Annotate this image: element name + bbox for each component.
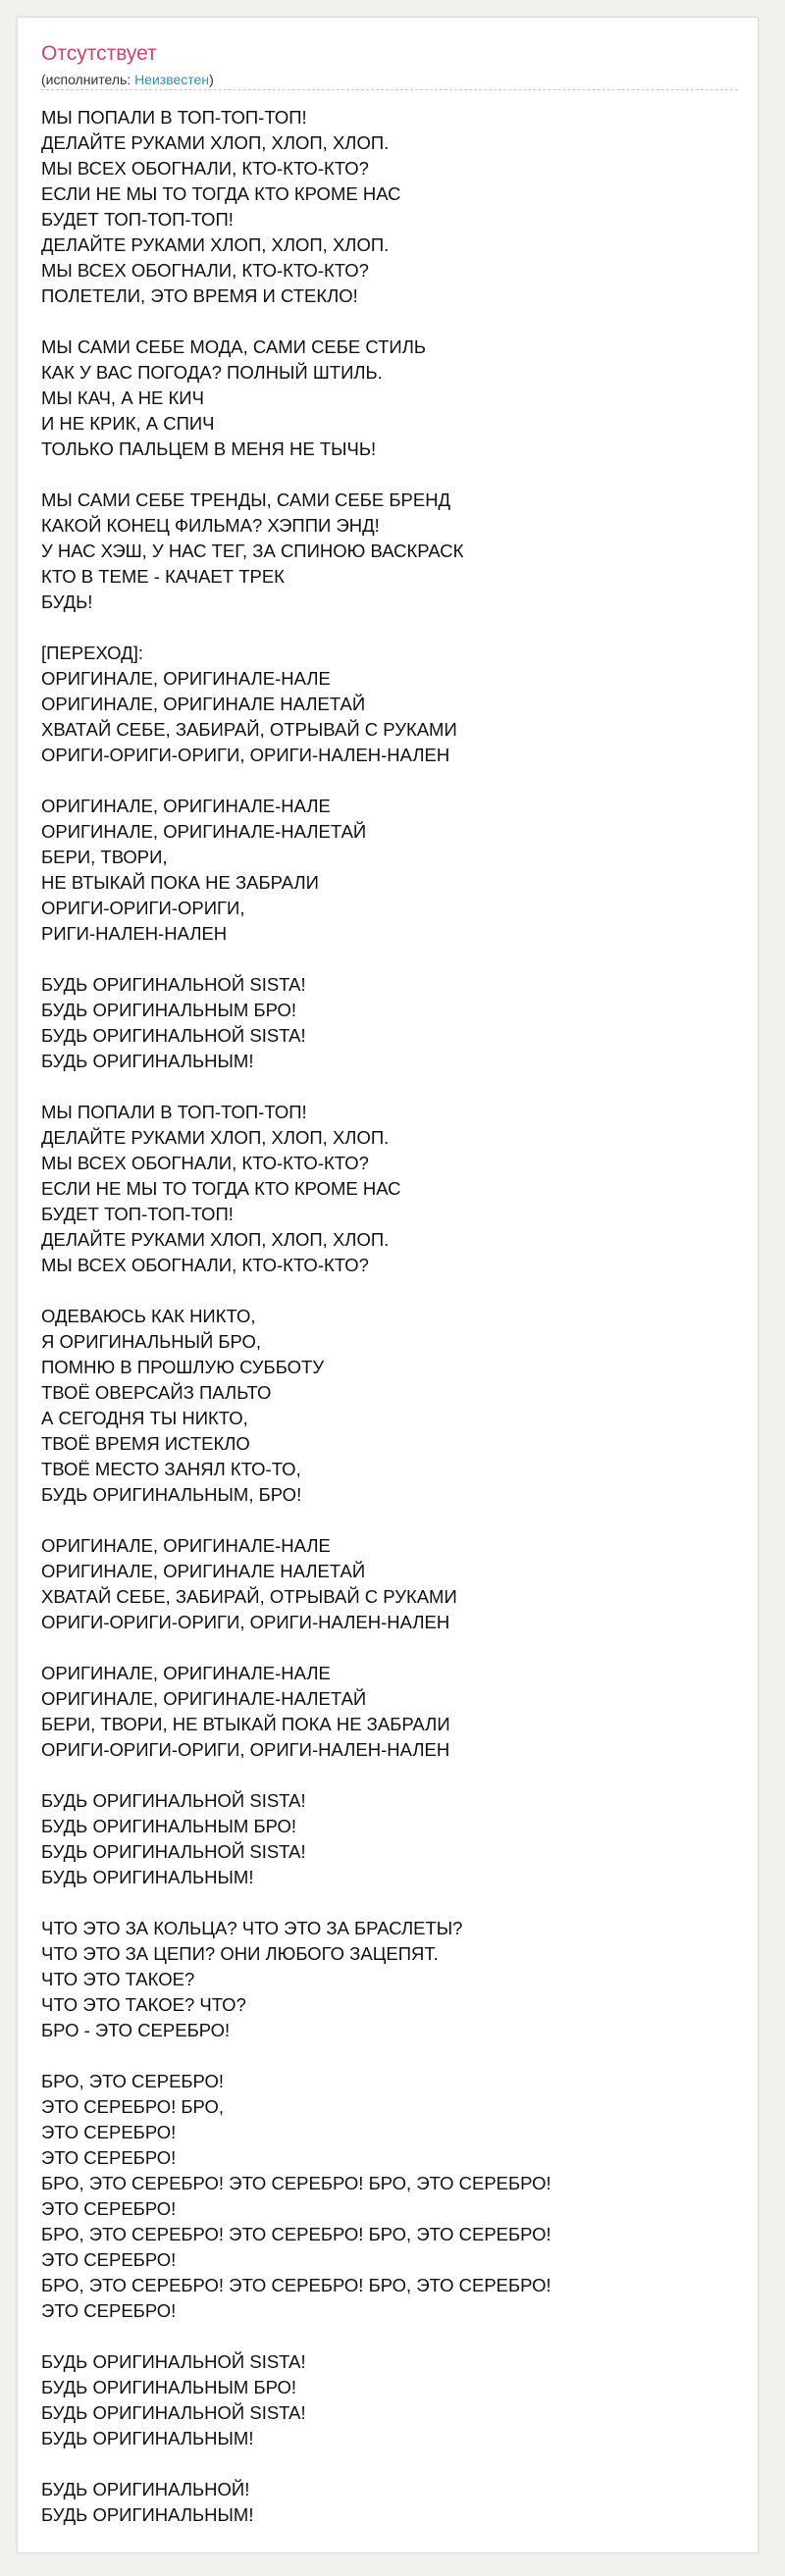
lyrics-line: НЕ ВТЫКАЙ ПОКА НЕ ЗАБРАЛИ: [41, 872, 319, 893]
lyrics-line: БУДЬ ОРИГИНАЛЬНОЙ SISTA!: [41, 2351, 306, 2372]
lyrics-line: Я ОРИГИНАЛЬНЫЙ БРО,: [41, 1331, 262, 1352]
lyrics-line: ЕСЛИ НЕ МЫ ТО ТОГДА КТО КРОМЕ НАС: [41, 183, 401, 204]
lyrics-stanza: [41, 335, 738, 462]
lyrics-card: [17, 17, 759, 2553]
lyrics-line: ЧТО ЭТО ЗА ЦЕПИ? ОНИ ЛЮБОГО ЗАЦЕПЯТ.: [41, 1943, 439, 1964]
lyrics-line: ОРИГИ-ОРИГИ-ОРИГИ, ОРИГИ-НАЛЕН-НАЛЕН: [41, 1612, 450, 1632]
lyrics-stanza: [41, 972, 738, 1074]
lyrics-line: МЫ ВСЕХ ОБОГНАЛИ, КТО-КТО-КТО?: [41, 260, 369, 281]
lyrics-line: ЭТО СЕРЕБРО! БРО,: [41, 2096, 225, 2117]
lyrics-line: ОРИГИНАЛЕ, ОРИГИНАЛЕ-НАЛЕ: [41, 668, 331, 689]
lyrics-line: БУДЬ ОРИГИНАЛЬНОЙ SISTA!: [41, 2402, 306, 2423]
lyrics-line: ЕСЛИ НЕ МЫ ТО ТОГДА КТО КРОМЕ НАС: [41, 1178, 401, 1199]
lyrics-line: ОРИГИНАЛЕ, ОРИГИНАЛЕ-НАЛЕ: [41, 1663, 331, 1683]
lyrics-line: БУДЕТ ТОП-ТОП-ТОП!: [41, 209, 234, 230]
lyrics-stanza: [41, 488, 738, 615]
lyrics-line: БУДЬ ОРИГИНАЛЬНЫМ!: [41, 2504, 254, 2525]
lyrics-stanza: [41, 1533, 738, 1635]
lyrics-stanza: [41, 1304, 738, 1508]
lyrics-stanza: [41, 105, 738, 309]
lyrics-line: ОРИГИ-ОРИГИ-ОРИГИ,: [41, 898, 245, 918]
lyrics-text: [41, 105, 738, 2553]
lyrics-line: БРО, ЭТО СЕРЕБРО! ЭТО СЕРЕБРО! БРО, ЭТО СЕРЕБРО!: [41, 2173, 551, 2193]
lyrics-line: ЭТО СЕРЕБРО!: [41, 2198, 177, 2219]
lyrics-stanza: [41, 2069, 738, 2324]
lyrics-line: ТВОЁ ВРЕМЯ ИСТЕКЛО: [41, 1433, 250, 1454]
lyrics-line: ХВАТАЙ СЕБЕ, ЗАБИРАЙ, ОТРЫВАЙ С РУКАМИ: [41, 719, 457, 740]
song-title: Отсутствует: [41, 42, 157, 65]
artist-line: [41, 72, 214, 87]
lyrics-line: БУДЬ ОРИГИНАЛЬНОЙ SISTA!: [41, 1841, 306, 1862]
lyrics-line: ДЕЛАЙТЕ РУКАМИ ХЛОП, ХЛОП, ХЛОП.: [41, 234, 390, 255]
lyrics-line: БУДЕТ ТОП-ТОП-ТОП!: [41, 1204, 234, 1224]
lyrics-line: БУДЬ ОРИГИНАЛЬНЫМ!: [41, 1051, 254, 1071]
lyrics-line: БУДЬ ОРИГИНАЛЬНОЙ SISTA!: [41, 1025, 306, 1046]
lyrics-line: ПОМНЮ В ПРОШЛУЮ СУББОТУ: [41, 1357, 325, 1377]
lyrics-line: БУДЬ ОРИГИНАЛЬНОЙ SISTA!: [41, 1790, 306, 1811]
artist-suffix: ): [209, 72, 214, 87]
lyrics-line: ЭТО СЕРЕБРО!: [41, 2147, 177, 2168]
lyrics-line: ЭТО СЕРЕБРО!: [41, 2122, 177, 2142]
lyrics-line: БУДЬ ОРИГИНАЛЬНЫМ БРО!: [41, 1816, 297, 1836]
lyrics-line: КАКОЙ КОНЕЦ ФИЛЬМА? ХЭППИ ЭНД!: [41, 515, 380, 536]
lyrics-stanza: [41, 1788, 738, 1890]
lyrics-line: КТО В ТЕМЕ - КАЧАЕТ ТРЕК: [41, 566, 285, 587]
lyrics-line: ДЕЛАЙТЕ РУКАМИ ХЛОП, ХЛОП, ХЛОП.: [41, 1127, 390, 1148]
lyrics-line: ДЕЛАЙТЕ РУКАМИ ХЛОП, ХЛОП, ХЛОП.: [41, 132, 390, 153]
lyrics-line: И НЕ КРИК, А СПИЧ: [41, 413, 215, 434]
lyrics-line: ОРИГИНАЛЕ, ОРИГИНАЛЕ НАЛЕТАЙ: [41, 1561, 366, 1581]
lyrics-line: ЧТО ЭТО ТАКОЕ?: [41, 1969, 195, 1989]
lyrics-line: БУДЬ ОРИГИНАЛЬНЫМ БРО!: [41, 1000, 297, 1020]
lyrics-line: ОРИГИ-ОРИГИ-ОРИГИ, ОРИГИ-НАЛЕН-НАЛЕН: [41, 745, 450, 765]
lyrics-stanza: [41, 641, 738, 768]
lyrics-line: ХВАТАЙ СЕБЕ, ЗАБИРАЙ, ОТРЫВАЙ С РУКАМИ: [41, 1586, 457, 1607]
lyrics-line: ЧТО ЭТО ЗА КОЛЬЦА? ЧТО ЭТО ЗА БРАСЛЕТЫ?: [41, 1918, 463, 1938]
lyrics-stanza: [41, 1100, 738, 1278]
lyrics-line: МЫ ПОПАЛИ В ТОП-ТОП-ТОП!: [41, 107, 307, 128]
lyrics-line: ЭТО СЕРЕБРО!: [41, 2300, 177, 2321]
lyrics-line: ЧТО ЭТО ТАКОЕ? ЧТО?: [41, 1994, 246, 2015]
lyrics-line: МЫ ВСЕХ ОБОГНАЛИ, КТО-КТО-КТО?: [41, 1255, 369, 1275]
lyrics-line: ТВОЁ МЕСТО ЗАНЯЛ КТО-ТО,: [41, 1459, 301, 1479]
lyrics-line: МЫ САМИ СЕБЕ ТРЕНДЫ, САМИ СЕБЕ БРЕНД: [41, 489, 451, 510]
lyrics-line: У НАС ХЭШ, У НАС ТЕГ, ЗА СПИНОЮ ВАСКРАСК: [41, 541, 464, 561]
lyrics-line: ТВОЁ ОВЕРСАЙЗ ПАЛЬТО: [41, 1382, 272, 1403]
lyrics-line: ОРИГИ-ОРИГИ-ОРИГИ, ОРИГИ-НАЛЕН-НАЛЕН: [41, 1739, 450, 1760]
lyrics-line: МЫ ВСЕХ ОБОГНАЛИ, КТО-КТО-КТО?: [41, 1153, 369, 1173]
lyrics-line: МЫ ПОПАЛИ В ТОП-ТОП-ТОП!: [41, 1102, 307, 1122]
lyrics-line: ТОЛЬКО ПАЛЬЦЕМ В МЕНЯ НЕ ТЫЧЬ!: [41, 438, 377, 459]
lyrics-line: КАК У ВАС ПОГОДА? ПОЛНЫЙ ШТИЛЬ.: [41, 362, 383, 383]
lyrics-line: БУДЬ ОРИГИНАЛЬНЫМ!: [41, 1867, 254, 1887]
lyrics-line: МЫ САМИ СЕБЕ МОДА, САМИ СЕБЕ СТИЛЬ: [41, 336, 427, 357]
lyrics-line: ПОЛЕТЕЛИ, ЭТО ВРЕМЯ И СТЕКЛО!: [41, 285, 358, 306]
lyrics-line: ОДЕВАЮСЬ КАК НИКТО,: [41, 1306, 256, 1326]
lyrics-line: МЫ КАЧ, А НЕ КИЧ: [41, 387, 204, 408]
lyrics-line: БУДЬ ОРИГИНАЛЬНОЙ SISTA!: [41, 974, 306, 995]
lyrics-line: ОРИГИНАЛЕ, ОРИГИНАЛЕ-НАЛЕ: [41, 796, 331, 816]
lyrics-line: ОРИГИНАЛЕ, ОРИГИНАЛЕ-НАЛЕТАЙ: [41, 821, 367, 842]
lyrics-line: БЕРИ, ТВОРИ, НЕ ВТЫКАЙ ПОКА НЕ ЗАБРАЛИ: [41, 1714, 450, 1734]
lyrics-line: БУДЬ!: [41, 592, 93, 612]
lyrics-stanza: [41, 2477, 738, 2528]
lyrics-stanza: [41, 1916, 738, 2043]
lyrics-stanza: [41, 794, 738, 947]
lyrics-stanza: [41, 1661, 738, 1763]
lyrics-line: ДЕЛАЙТЕ РУКАМИ ХЛОП, ХЛОП, ХЛОП.: [41, 1229, 390, 1250]
lyrics-line: А СЕГОДНЯ ТЫ НИКТО,: [41, 1408, 248, 1428]
lyrics-line: БЕРИ, ТВОРИ,: [41, 847, 168, 867]
lyrics-line: БРО, ЭТО СЕРЕБРО! ЭТО СЕРЕБРО! БРО, ЭТО СЕРЕБРО!: [41, 2275, 551, 2295]
lyrics-line: БРО, ЭТО СЕРЕБРО!: [41, 2071, 225, 2091]
lyrics-line: ОРИГИНАЛЕ, ОРИГИНАЛЕ НАЛЕТАЙ: [41, 694, 366, 714]
lyrics-line: БУДЬ ОРИГИНАЛЬНЫМ!: [41, 2428, 254, 2448]
lyrics-line: РИГИ-НАЛЕН-НАЛЕН: [41, 923, 228, 944]
lyrics-line: [ПЕРЕХОД]:: [41, 643, 143, 663]
artist-prefix: (исполнитель:: [41, 72, 135, 87]
lyrics-line: ОРИГИНАЛЕ, ОРИГИНАЛЕ-НАЛЕТАЙ: [41, 1688, 367, 1709]
lyrics-line: МЫ ВСЕХ ОБОГНАЛИ, КТО-КТО-КТО?: [41, 158, 369, 179]
title-divider: [41, 89, 738, 90]
lyrics-line: ОРИГИНАЛЕ, ОРИГИНАЛЕ-НАЛЕ: [41, 1535, 331, 1556]
artist-link[interactable]: Неизвестен: [134, 72, 210, 87]
lyrics-stanza: [41, 2349, 738, 2451]
lyrics-line: ЭТО СЕРЕБРО!: [41, 2249, 177, 2270]
lyrics-line: БУДЬ ОРИГИНАЛЬНОЙ!: [41, 2479, 250, 2499]
lyrics-line: БУДЬ ОРИГИНАЛЬНЫМ, БРО!: [41, 1484, 302, 1505]
lyrics-line: БРО - ЭТО СЕРЕБРО!: [41, 2020, 231, 2040]
lyrics-line: БРО, ЭТО СЕРЕБРО! ЭТО СЕРЕБРО! БРО, ЭТО СЕРЕБРО!: [41, 2224, 551, 2244]
lyrics-line: БУДЬ ОРИГИНАЛЬНЫМ БРО!: [41, 2377, 297, 2397]
